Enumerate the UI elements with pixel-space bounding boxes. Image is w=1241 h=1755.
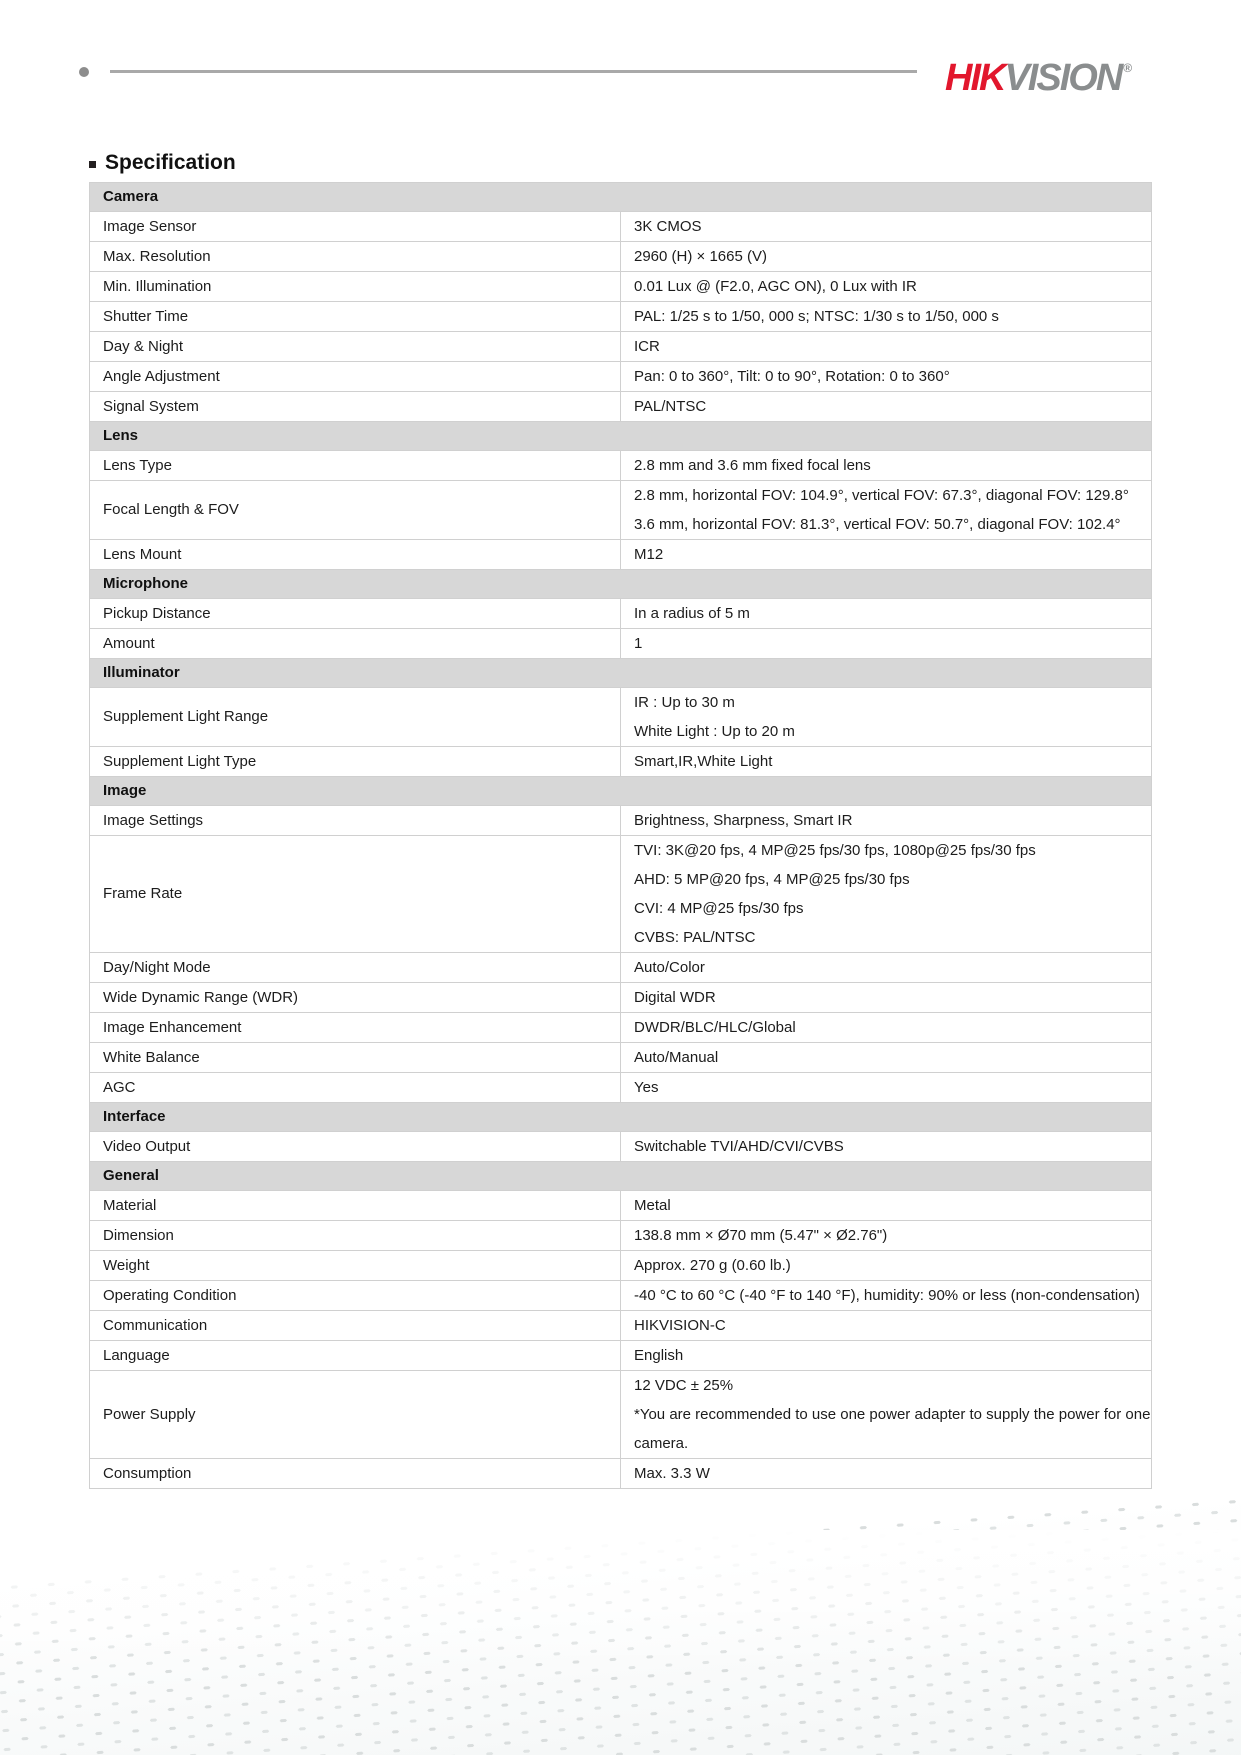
spec-value-line: CVI: 4 MP@25 fps/30 fps	[634, 900, 804, 917]
spec-row	[90, 1459, 1152, 1489]
spec-value-line: Approx. 270 g (0.60 lb.)	[634, 1257, 791, 1274]
spec-value-line: Switchable TVI/AHD/CVI/CVBS	[634, 1138, 844, 1155]
spec-value	[621, 1013, 1152, 1043]
spec-value	[621, 451, 1152, 481]
spec-label: AGC	[90, 1073, 621, 1103]
spec-label: Consumption	[90, 1459, 621, 1489]
spec-value-line: 3K CMOS	[634, 218, 702, 235]
spec-value-line: 2.8 mm and 3.6 mm fixed focal lens	[634, 457, 871, 474]
spec-value-line: Auto/Manual	[634, 1049, 719, 1066]
spec-label: Shutter Time	[90, 302, 621, 332]
spec-row	[90, 599, 1152, 629]
spec-label: Communication	[90, 1311, 621, 1341]
spec-value-line: Pan: 0 to 360°, Tilt: 0 to 90°, Rotation: 0 to 360°	[634, 368, 950, 385]
spec-value	[621, 1132, 1152, 1162]
spec-label: Lens Mount	[90, 540, 621, 570]
spec-value-line: ICR	[634, 338, 660, 355]
section-header: Camera	[90, 183, 1152, 212]
spec-value-line: M12	[634, 546, 664, 563]
spec-value	[621, 599, 1152, 629]
spec-row	[90, 1281, 1152, 1311]
spec-value-line: *You are recommended to use one power adapter to supply the power for one	[634, 1406, 1151, 1423]
spec-label: Operating Condition	[90, 1281, 621, 1311]
spec-table	[89, 182, 1152, 1489]
spec-row	[90, 1311, 1152, 1341]
spec-row	[90, 688, 1152, 747]
spec-value	[621, 1281, 1152, 1311]
spec-label: Language	[90, 1341, 621, 1371]
spec-row	[90, 212, 1152, 242]
spec-value	[621, 1191, 1152, 1221]
section-header-row	[90, 1103, 1152, 1132]
spec-value	[621, 1043, 1152, 1073]
spec-row	[90, 1341, 1152, 1371]
section-header-row	[90, 777, 1152, 806]
spec-value-line: White Light : Up to 20 m	[634, 723, 795, 740]
spec-value-line: 2.8 mm, horizontal FOV: 104.9°, vertical FOV: 67.3°, diagonal FOV: 129.8°	[634, 487, 1129, 504]
spec-label: Image Enhancement	[90, 1013, 621, 1043]
spec-value	[621, 1251, 1152, 1281]
spec-value	[621, 1311, 1152, 1341]
spec-label: Video Output	[90, 1132, 621, 1162]
section-header: Microphone	[90, 570, 1152, 599]
spec-value-line: Metal	[634, 1197, 671, 1214]
spec-value-line: Max. 3.3 W	[634, 1465, 710, 1482]
spec-label: Max. Resolution	[90, 242, 621, 272]
spec-value	[621, 540, 1152, 570]
spec-label: Supplement Light Type	[90, 747, 621, 777]
header-rule-dot-icon	[79, 67, 89, 77]
section-header: Lens	[90, 422, 1152, 451]
spec-row	[90, 1371, 1152, 1459]
section-header: Illuminator	[90, 659, 1152, 688]
spec-value	[621, 1221, 1152, 1251]
section-header: General	[90, 1162, 1152, 1191]
spec-row	[90, 242, 1152, 272]
spec-label: White Balance	[90, 1043, 621, 1073]
spec-value	[621, 1073, 1152, 1103]
spec-value-line: PAL/NTSC	[634, 398, 707, 415]
spec-value	[621, 747, 1152, 777]
spec-label: Pickup Distance	[90, 599, 621, 629]
spec-row	[90, 1043, 1152, 1073]
spec-value-line: Auto/Color	[634, 959, 705, 976]
registered-mark: ®	[1123, 61, 1133, 75]
spec-value-line: TVI: 3K@20 fps, 4 MP@25 fps/30 fps, 1080p@25 fps/30 fps	[634, 842, 1036, 859]
spec-label: Day/Night Mode	[90, 953, 621, 983]
spec-label: Power Supply	[90, 1371, 621, 1459]
spec-label: Min. Illumination	[90, 272, 621, 302]
spec-value	[621, 1459, 1152, 1489]
title-block	[89, 151, 236, 175]
spec-row	[90, 1191, 1152, 1221]
spec-row	[90, 272, 1152, 302]
spec-value	[621, 983, 1152, 1013]
spec-value	[621, 302, 1152, 332]
spec-value-line: HIKVISION-C	[634, 1317, 726, 1334]
spec-value	[621, 481, 1152, 540]
spec-value-line: In a radius of 5 m	[634, 605, 750, 622]
spec-value	[621, 629, 1152, 659]
spec-value	[621, 332, 1152, 362]
spec-label: Weight	[90, 1251, 621, 1281]
spec-value-line: -40 °C to 60 °C (-40 °F to 140 °F), humidity: 90% or less (non-condensation)	[634, 1287, 1140, 1304]
brand-vision-text: VISION	[1004, 57, 1122, 99]
spec-row	[90, 540, 1152, 570]
spec-row	[90, 392, 1152, 422]
spec-value-line: CVBS: PAL/NTSC	[634, 929, 756, 946]
spec-row	[90, 1013, 1152, 1043]
header-rule-line	[110, 70, 917, 73]
brand-logo	[945, 46, 1132, 100]
spec-label: Image Sensor	[90, 212, 621, 242]
spec-label: Day & Night	[90, 332, 621, 362]
spec-row	[90, 1073, 1152, 1103]
spec-label: Supplement Light Range	[90, 688, 621, 747]
spec-label: Wide Dynamic Range (WDR)	[90, 983, 621, 1013]
spec-row	[90, 451, 1152, 481]
spec-label: Lens Type	[90, 451, 621, 481]
spec-row	[90, 629, 1152, 659]
spec-row	[90, 747, 1152, 777]
spec-label: Focal Length & FOV	[90, 481, 621, 540]
spec-value	[621, 1371, 1152, 1459]
spec-value-line: 138.8 mm × Ø70 mm (5.47" × Ø2.76")	[634, 1227, 888, 1244]
dot-pattern-fade	[0, 1530, 1241, 1670]
title-bullet-icon	[89, 161, 96, 168]
section-header-row	[90, 422, 1152, 451]
spec-row	[90, 362, 1152, 392]
spec-value	[621, 953, 1152, 983]
spec-row	[90, 806, 1152, 836]
brand-hik-text: HIK	[945, 57, 1005, 99]
section-header-row	[90, 570, 1152, 599]
spec-label: Material	[90, 1191, 621, 1221]
spec-value	[621, 806, 1152, 836]
spec-label: Image Settings	[90, 806, 621, 836]
spec-value-line: IR : Up to 30 m	[634, 694, 735, 711]
spec-label: Frame Rate	[90, 836, 621, 953]
spec-value-line: English	[634, 1347, 684, 1364]
spec-value	[621, 688, 1152, 747]
spec-value-line: 3.6 mm, horizontal FOV: 81.3°, vertical FOV: 50.7°, diagonal FOV: 102.4°	[634, 516, 1121, 533]
spec-value-line: Digital WDR	[634, 989, 716, 1006]
spec-row	[90, 836, 1152, 953]
spec-label: Dimension	[90, 1221, 621, 1251]
spec-value-line: camera.	[634, 1435, 689, 1452]
spec-row	[90, 983, 1152, 1013]
spec-value	[621, 242, 1152, 272]
spec-value-line: Smart,IR,White Light	[634, 753, 773, 770]
section-header: Interface	[90, 1103, 1152, 1132]
section-header: Image	[90, 777, 1152, 806]
spec-row	[90, 481, 1152, 540]
spec-value-line: DWDR/BLC/HLC/Global	[634, 1019, 796, 1036]
spec-label: Signal System	[90, 392, 621, 422]
spec-row	[90, 953, 1152, 983]
spec-value-line: 0.01 Lux @ (F2.0, AGC ON), 0 Lux with IR	[634, 278, 917, 295]
spec-row	[90, 1251, 1152, 1281]
spec-value	[621, 1341, 1152, 1371]
spec-label: Angle Adjustment	[90, 362, 621, 392]
spec-row	[90, 1132, 1152, 1162]
spec-row	[90, 332, 1152, 362]
spec-row	[90, 1221, 1152, 1251]
spec-value-line: Brightness, Sharpness, Smart IR	[634, 812, 853, 829]
spec-row	[90, 302, 1152, 332]
spec-value	[621, 392, 1152, 422]
section-header-row	[90, 1162, 1152, 1191]
spec-value-line: PAL: 1/25 s to 1/50, 000 s; NTSC: 1/30 s to 1/50, 000 s	[634, 308, 999, 325]
spec-value-line: Yes	[634, 1079, 659, 1096]
spec-value-line: 12 VDC ± 25%	[634, 1377, 734, 1394]
spec-value-line: AHD: 5 MP@20 fps, 4 MP@25 fps/30 fps	[634, 871, 910, 888]
section-header-row	[90, 183, 1152, 212]
spec-value	[621, 836, 1152, 953]
spec-value-line: 2960 (H) × 1665 (V)	[634, 248, 767, 265]
spec-value	[621, 362, 1152, 392]
spec-label: Amount	[90, 629, 621, 659]
spec-value-line: 1	[634, 635, 643, 652]
page-title: Specification	[105, 151, 236, 174]
section-header-row	[90, 659, 1152, 688]
spec-value	[621, 272, 1152, 302]
spec-value	[621, 212, 1152, 242]
